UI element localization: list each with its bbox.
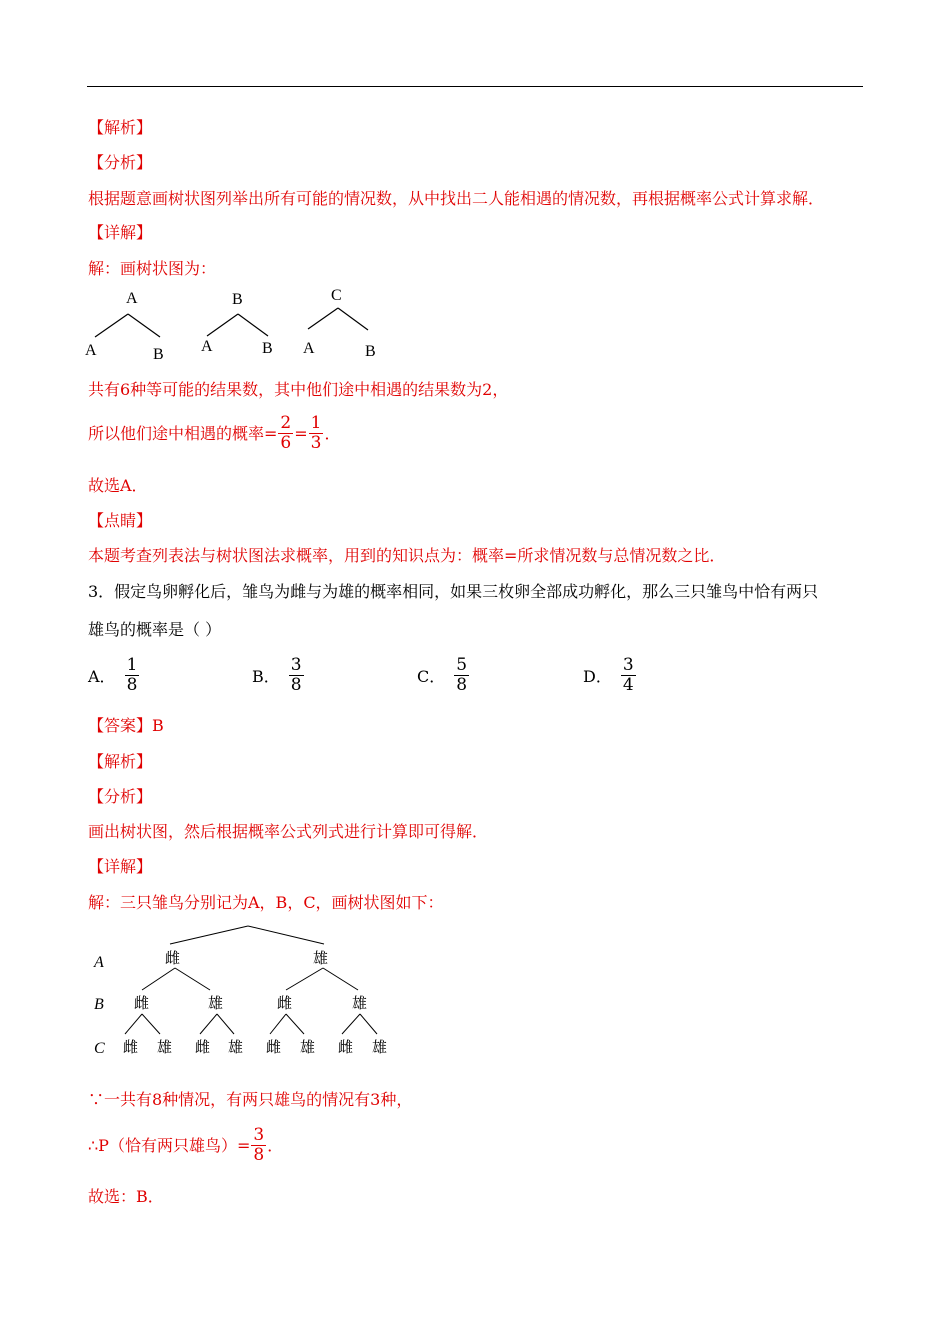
dianjing-text: 本题考查列表法与树状图法求概率，用到的知识点为：概率=所求情况数与总情况数之比． — [88, 546, 726, 565]
tree-b-left: A — [201, 338, 213, 355]
option-d-label: D． — [583, 667, 612, 686]
answer-heading: 【答案】B — [88, 716, 164, 735]
level3-node: 雌 — [338, 1040, 354, 1056]
equals-sign: = — [294, 423, 308, 443]
option-b[interactable] — [252, 656, 305, 695]
jiexi-heading: 【解析】 — [88, 118, 153, 137]
fraction-numerator: 3 — [290, 655, 302, 675]
header-rule — [87, 86, 863, 87]
tree-b — [201, 291, 273, 357]
level3-node: 雌 — [123, 1040, 139, 1056]
fenxi-heading-2: 【分析】 — [88, 787, 153, 806]
level1-node: 雄 — [313, 951, 329, 967]
choice-text: 故选A． — [88, 476, 148, 495]
option-c-fraction — [454, 656, 469, 695]
fraction-numerator: 1 — [310, 413, 322, 433]
fraction-3-8 — [251, 1126, 266, 1165]
therefore-line — [88, 1126, 283, 1165]
option-c[interactable] — [417, 656, 470, 695]
therefore-suffix: ． — [267, 1135, 284, 1155]
fenxi-text-2: 画出树状图，然后根据概率公式列式进行计算即可得解． — [88, 822, 489, 841]
solution-intro: 解：画树状图为： — [88, 259, 217, 278]
option-c-label: C． — [417, 667, 446, 686]
tree-a-left: A — [85, 342, 97, 359]
tree-c-left: A — [303, 340, 315, 357]
tree-b-root: B — [232, 291, 243, 308]
level3-node: 雌 — [195, 1040, 211, 1056]
tree-a-root: A — [126, 290, 138, 307]
level-label-a: A — [94, 954, 104, 971]
xiangjie-heading: 【详解】 — [88, 223, 153, 242]
level2-node: 雄 — [352, 996, 368, 1012]
level3-node: 雄 — [228, 1040, 244, 1056]
level-label-c: C — [94, 1040, 105, 1057]
probability-line — [88, 414, 341, 453]
probability-suffix: ． — [324, 423, 341, 443]
tree-c — [303, 287, 376, 360]
level2-node: 雌 — [134, 996, 150, 1012]
option-d[interactable] — [583, 656, 637, 695]
fraction-numerator: 3 — [253, 1125, 265, 1145]
level3-node: 雌 — [266, 1040, 282, 1056]
because-text: ∵一共有8种情况，有两只雄鸟的情况有3种， — [88, 1090, 413, 1109]
option-a-fraction — [125, 656, 140, 695]
tree-a-right: B — [153, 346, 164, 363]
xiangjie-heading-2: 【详解】 — [88, 857, 153, 876]
fraction-numerator: 3 — [622, 655, 634, 675]
option-a-label: A． — [88, 667, 116, 686]
jiexi-heading-2: 【解析】 — [88, 752, 153, 771]
option-d-fraction — [621, 656, 636, 695]
fraction-2-6 — [278, 414, 293, 453]
fraction-denominator: 8 — [126, 675, 138, 695]
fraction-numerator: 1 — [126, 655, 138, 675]
level2-node: 雄 — [208, 996, 224, 1012]
fraction-denominator: 4 — [622, 675, 634, 695]
tree-c-root: C — [331, 287, 342, 304]
fraction-denominator: 8 — [456, 675, 468, 695]
choice-text-2: 故选：B． — [88, 1187, 164, 1206]
option-a[interactable] — [88, 656, 140, 695]
level1-node: 雌 — [165, 951, 181, 967]
tree-c-right: B — [365, 343, 376, 360]
level3-node: 雄 — [300, 1040, 316, 1056]
probability-prefix: 所以他们途中相遇的概率= — [88, 423, 278, 443]
fraction-denominator: 6 — [280, 433, 292, 453]
tree-diagram-1 — [80, 282, 400, 366]
result-text: 共有6种等可能的结果数，其中他们途中相遇的结果数为2， — [88, 380, 509, 399]
fraction-denominator: 8 — [253, 1145, 265, 1165]
fraction-numerator: 2 — [280, 413, 292, 433]
fenxi-heading: 【分析】 — [88, 153, 153, 172]
therefore-prefix: ∴P（恰有两只雄鸟）= — [88, 1135, 251, 1155]
fenxi-text: 根据题意画树状图列举出所有可能的情况数，从中找出二人能相遇的情况数，再根据概率公式计算求解． — [88, 189, 825, 208]
fraction-denominator: 3 — [310, 433, 322, 453]
level3-node: 雄 — [157, 1040, 173, 1056]
fraction-numerator: 5 — [456, 655, 468, 675]
option-b-fraction — [289, 656, 304, 695]
solution-intro-2: 解：三只雏鸟分别记为A，B，C，画树状图如下： — [88, 893, 444, 912]
level2-node: 雌 — [277, 996, 293, 1012]
option-b-label: B． — [252, 667, 280, 686]
level-label-b: B — [94, 996, 104, 1013]
question-line-2: 雄鸟的概率是（ ） — [88, 620, 222, 639]
tree-diagram-2 — [80, 920, 400, 1060]
dianjing-heading: 【点睛】 — [88, 511, 153, 530]
question-line-1: 3．假定鸟卵孵化后，雏鸟为雌与为雄的概率相同，如果三枚卵全部成功孵化，那么三只雏鸟中恰有两只 — [88, 582, 819, 601]
tree-b-right: B — [262, 340, 273, 357]
tree-a — [85, 290, 164, 363]
fraction-1-3 — [309, 414, 324, 453]
fraction-denominator: 8 — [290, 675, 302, 695]
level3-node: 雄 — [372, 1040, 388, 1056]
